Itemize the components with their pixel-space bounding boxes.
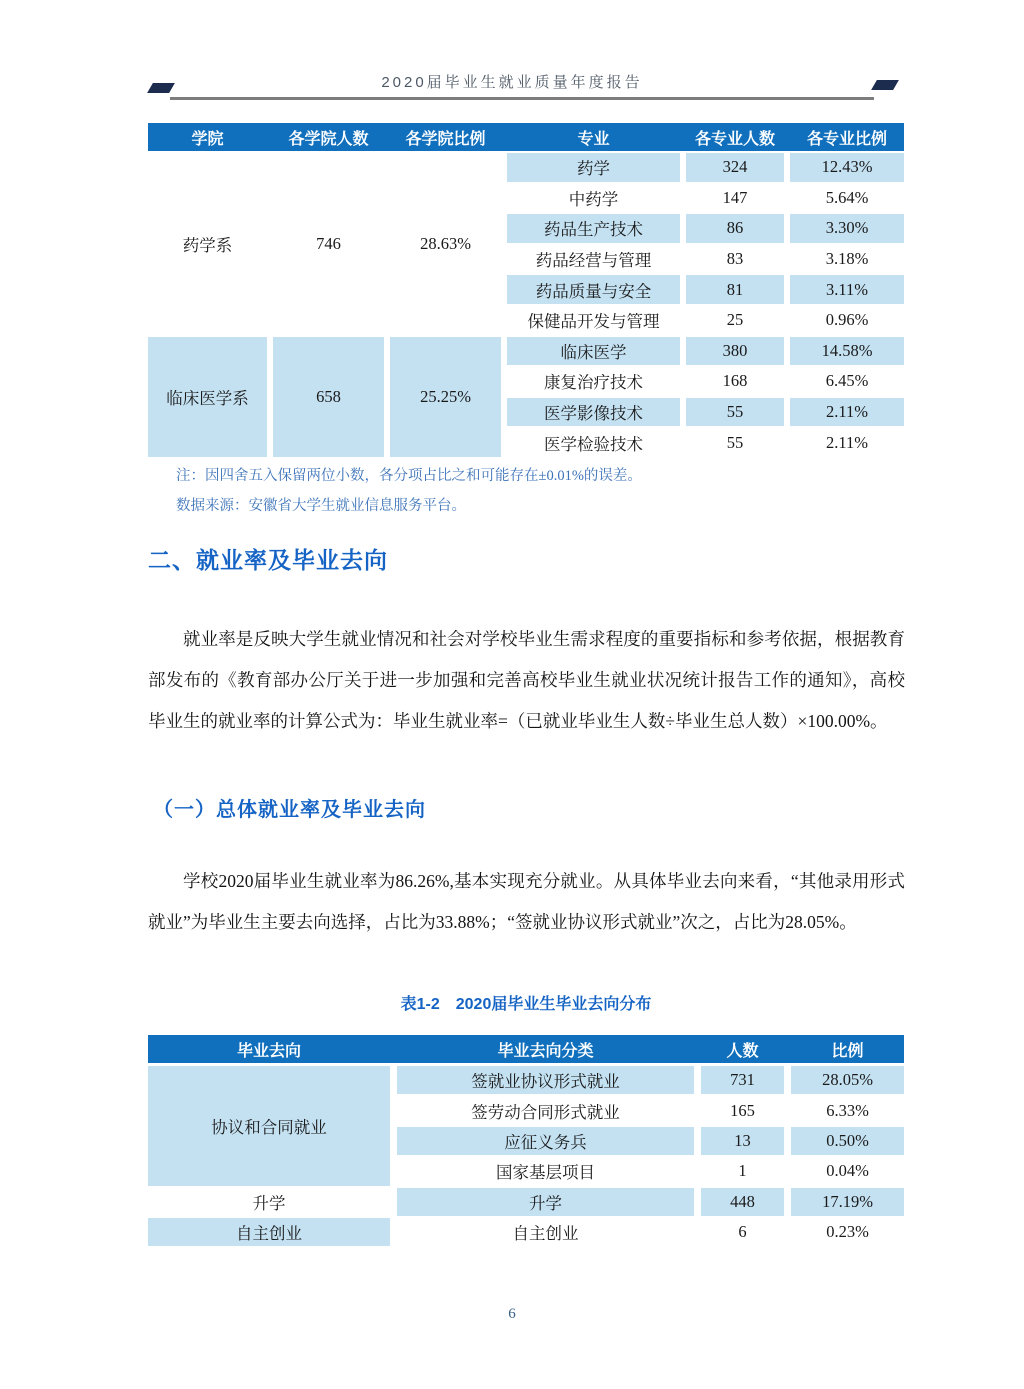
table2-body [148,1066,904,1246]
college-ratio-cell: 28.63% [420,233,471,253]
table1-header-college-count: 各学院人数 [288,130,369,148]
table2-header-destination: 毕业去向 [236,1042,301,1060]
count-cell: 731 [701,1066,784,1094]
ratio-cell: 0.04% [826,1161,869,1181]
table1-header-major-count: 各专业人数 [694,130,775,148]
major-ratio-cell: 2.11% [790,398,904,427]
count-cell: 6 [738,1222,747,1242]
major-count-cell: 86 [686,214,784,243]
table2-header-ratio: 比例 [831,1042,864,1060]
table1-header-college: 学院 [191,130,224,148]
section-paragraph: 就业率是反映大学生就业情况和社会对学校毕业生需求程度的重要指标和参考依据，根据教育部发布的《教育部办公厅关于进一步加强和完善高校毕业生就业状况统计报告工作的通知》，高校毕业生的就业率的计算公式为：毕业生就业率=（已就业毕业生人数÷毕业生总人数）×100.00%。 [148,628,905,731]
major-ratio-cell: 5.64% [825,187,869,207]
table1-header-college-ratio: 各学院比例 [405,130,486,148]
major-name-cell: 药品经营与管理 [535,251,652,271]
table1-header-row [148,123,904,151]
major-name-cell: 药品生产技术 [507,214,680,243]
table2-header-row [148,1035,904,1063]
major-count-cell: 81 [686,275,784,304]
major-count-cell: 147 [722,187,748,207]
major-ratio-cell: 3.11% [790,275,904,304]
destination-cell: 自主创业 [148,1218,390,1246]
ratio-cell: 17.19% [791,1188,904,1216]
major-name-cell: 保健品开发与管理 [527,312,660,332]
major-ratio-cell: 3.18% [825,249,869,269]
college-name-cell: 临床医学系 [148,337,267,457]
page-number: 6 [508,1306,516,1322]
destination-cell: 升学 [252,1193,286,1213]
ratio-cell: 0.50% [791,1127,904,1155]
category-cell: 升学 [397,1188,694,1216]
category-cell: 自主创业 [512,1224,579,1244]
table2-header-category: 毕业去向分类 [497,1042,594,1060]
count-cell: 448 [701,1188,784,1216]
college-ratio-cell: 25.25% [390,337,501,457]
table1-footnote: 注：因四舍五入保留两位小数，各分项占比之和可能存在±0.01%的误差。 [176,468,642,484]
table1-header-major: 专业 [577,130,610,148]
college-count-cell: 658 [273,337,384,457]
table1-data-source: 数据来源：安徽省大学生就业信息服务平台。 [176,498,466,514]
major-ratio-cell: 0.96% [825,310,869,330]
subsection-paragraph: 学校2020届毕业生就业率为86.26%,基本实现充分就业。从具体毕业去向来看，“其他录用形式就业”为毕业生主要去向选择，占比为33.88%；“签就业协议形式就业”次之，占比为28.05%。 [148,870,905,932]
major-name-cell: 医学影像技术 [507,398,680,427]
major-name-cell: 医学检验技术 [544,434,643,454]
major-count-cell: 55 [726,432,744,452]
subsection-title: （一）总体就业率及毕业去向 [153,799,426,821]
major-ratio-cell: 3.30% [790,214,904,243]
count-cell: 1 [738,1161,747,1181]
major-count-cell: 168 [722,371,748,391]
major-ratio-cell: 2.11% [825,432,868,452]
category-cell: 签劳动合同形式就业 [471,1102,620,1122]
major-ratio-cell: 12.43% [790,153,904,182]
section-title: 二、就业率及毕业去向 [148,547,388,573]
header-rule [170,97,874,100]
major-name-cell: 中药学 [568,189,619,209]
major-name-cell: 药学 [507,153,680,182]
major-name-cell: 药品质量与安全 [507,275,680,304]
category-cell: 应征义务兵 [397,1127,694,1155]
major-ratio-cell: 6.45% [825,371,869,391]
major-count-cell: 324 [686,153,784,182]
major-name-cell: 康复治疗技术 [544,373,643,393]
college-count-cell: 746 [316,233,341,253]
count-cell: 13 [701,1127,784,1155]
ratio-cell: 0.23% [826,1222,869,1242]
table1-body [148,153,904,457]
count-cell: 165 [730,1100,755,1120]
major-count-cell: 25 [726,310,744,330]
ratio-cell: 6.33% [826,1100,869,1120]
category-cell: 国家基层项目 [496,1163,595,1183]
category-cell: 签就业协议形式就业 [397,1066,694,1094]
running-header-title: 2020届毕业生就业质量年度报告 [381,74,643,91]
major-ratio-cell: 14.58% [790,337,904,366]
major-count-cell: 380 [686,337,784,366]
ratio-cell: 28.05% [791,1066,904,1094]
major-name-cell: 临床医学 [507,337,680,366]
college-name-cell: 药学系 [182,235,233,255]
table2-header-count: 人数 [726,1042,759,1060]
major-count-cell: 83 [726,249,744,269]
major-count-cell: 55 [686,398,784,427]
table2-caption: 表1-2 2020届毕业生毕业去向分布 [400,996,652,1013]
table1-header-major-ratio: 各专业比例 [806,130,887,148]
destination-cell: 协议和合同就业 [148,1066,390,1186]
